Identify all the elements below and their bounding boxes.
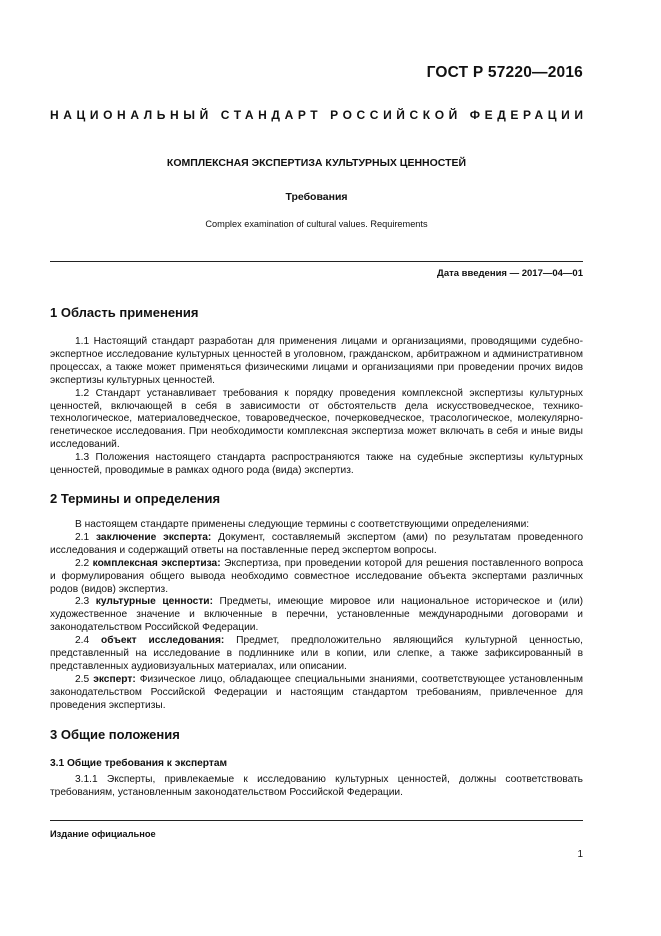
term-2-1 [50,532,583,558]
term-2-2 [50,558,583,597]
paragraph-1-1: 1.1 Настоящий стандарт разработан для применения лицами и организациями, проводящими судебно-экспертное исследование культурных ценностей в уголовном, гражданском, арбитражном и административном процессах, а также может применяться физическими лицами и организациями при проведении прочих видов экспертизы культурных ценностей. [50,336,583,386]
term-definition: Предмет, предположительно являющийся культурной ценностью, представленный на исследование в подлиннике или в копии, или слепке, а также зафиксированный в представленных аудиовизуальных материалах, или описании. [50,635,583,672]
section-1 [50,305,583,320]
section-2 [50,491,583,506]
paragraph-3-1-1: 3.1.1 Эксперты, привлекаемые к исследованию культурных ценностей, должны соответствовать требованиям, установленным законодательством Российской Федерации. [50,774,583,798]
term-2-3 [50,596,583,635]
term-name: культурные ценности: [95,596,213,608]
paragraph-1-3: 1.3 Положения настоящего стандарта распространяются также на судебные экспертизы культурных ценностей, проводимые в рамках одного рода (вида) экспертиз. [50,452,583,477]
term-name: эксперт: [93,673,136,685]
section-3-body [50,757,583,770]
section-1-body [50,336,583,478]
section-3-paragraphs [50,774,583,800]
document-subtitle: Требования [285,191,348,203]
section-1-heading: 1 Область применения [50,305,199,320]
page-number: 1 [577,849,583,860]
term-name: заключение эксперта: [96,531,212,543]
term-definition: Физическое лицо, обладающее специальными знаниями, соответствующее установленным законодательством Российской Федерации и настоящим стандартом требованиям, привлеченное для проведения экспертизы. [50,673,583,711]
term-number: 2.4 [75,635,90,647]
document-code: ГОСТ Р 57220—2016 [426,64,583,81]
term-definition: Документ, составляемый экспертом (ами) по результатам проведенного исследования и содержащий ответы на поставленные перед экспертом вопросы. [50,531,583,556]
term-2-5 [50,674,583,713]
term-2-4 [50,635,583,674]
term-number: 2.1 [75,531,90,543]
section-3-heading: 3 Общие положения [50,727,180,742]
english-title: Complex examination of cultural values. Requirements [205,219,428,229]
term-number: 2.2 [75,557,90,569]
top-divider [50,261,583,262]
term-number: 2.5 [75,673,90,685]
section-3 [50,727,583,742]
terms-intro: В настоящем стандарте применены следующие термины с соответствующими определениями: [75,519,530,530]
term-definition: Предметы, имеющие мировое или национальное историческое и (или) художественное значение и включенные в перечни, установленные международными договорами и законодательством Российской Федерации. [50,596,583,634]
paragraph-1-2: 1.2 Стандарт устанавливает требования к порядку проведения комплексной экспертизы культурных ценностей, включающей в себя в зависимости от обстоятельств дела искусствоведческое, технико-технологическое, материаловедческое, товароведческое, почерковедческое, трасологическое, молекулярно-генетическое исследования. При необходимости комплексная экспертиза может включать в себя и иные виды исследований. [50,387,583,451]
section-2-heading: 2 Термины и определения [50,491,221,506]
bottom-divider [50,820,583,821]
term-definition: Экспертиза, при проведении которой для решения поставленного вопроса и формулирования общего вывода необходимо совместное исследование объекта экспертами различных родов (видов) экспертиз. [50,557,583,595]
term-name: объект исследования: [101,635,225,647]
section-2-body [50,519,583,713]
term-number: 2.3 [75,596,90,608]
national-standard-heading: НАЦИОНАЛЬНЫЙ СТАНДАРТ РОССИЙСКОЙ ФЕДЕРАЦИИ [50,108,588,122]
term-name: комплексная экспертиза: [92,557,221,569]
official-edition-label: Издание официальное [50,829,156,839]
document-title: КОМПЛЕКСНАЯ ЭКСПЕРТИЗА КУЛЬТУРНЫХ ЦЕННОСТЕЙ [166,157,467,169]
subsection-3-1-heading: 3.1 Общие требования к экспертам [50,758,228,769]
introduction-date: Дата введения — 2017—04—01 [437,268,583,279]
